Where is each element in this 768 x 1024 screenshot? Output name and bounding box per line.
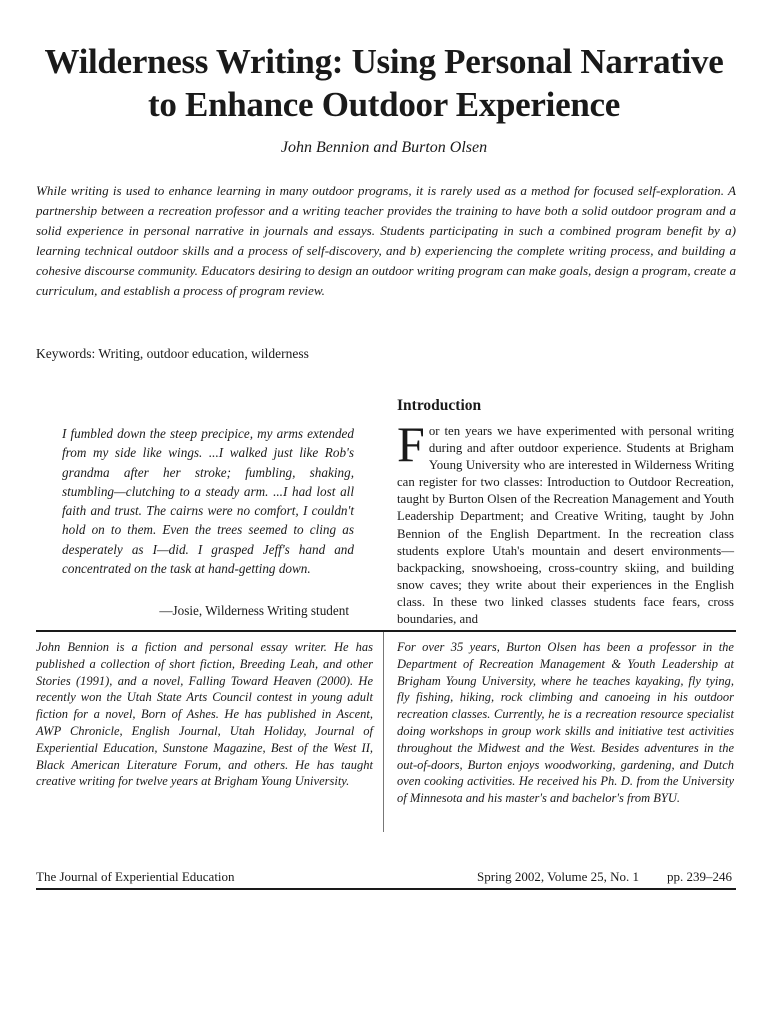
drop-cap: F [397, 416, 425, 472]
footer-rule [36, 888, 736, 890]
article-title: Wilderness Writing: Using Personal Narrative to Enhance Outdoor Experience [44, 42, 724, 124]
bio-bennion: John Bennion is a fiction and personal essay writer. He has published a collection of short fiction, Breeding Leah, and other Stories (1991), and a novel, Falling Toward Heaven (2000). He recently won the Utah State Arts Council contest in young adult fiction for a novel, Born of Ashes. He has published in Ascent, AWP Chronicle, English Journal, Utah Holiday, Journal of Experiential Education, Sunstone Magazine, Best of the West II, Black American Literature Forum, and others. He has taught creative writing for twelve years at Brigham Young University. [36, 640, 373, 789]
footer-pages: pp. 239–246 [667, 869, 732, 884]
article-authors: John Bennion and Burton Olsen [280, 139, 488, 156]
footer-issue-info [477, 869, 732, 885]
keywords: Keywords: Writing, outdoor education, wilderness [36, 346, 309, 361]
bio-column-divider [383, 632, 384, 832]
footer-issue: Spring 2002, Volume 25, No. 1 [476, 869, 639, 884]
epigraph-quote: I fumbled down the steep precipice, my arms extended from my side like wings. ...I walked just like Rob's grandma after her stroke; fumbling, shaking, stumbling—clutching to a steady arm. ...I had lost all faith and trust. The cairns were no comfort, I couldn't hold on to them. Even the trees seemed to cling as desperately as I—did. I grasped Jeff's hand and concentrated on the task at hand-getting down. [62, 426, 354, 577]
introduction-heading: Introduction [397, 397, 482, 414]
epigraph-attribution: —Josie, Wilderness Writing student [159, 603, 349, 618]
bio-divider-top [36, 630, 736, 632]
introduction-body [397, 416, 734, 628]
introduction-text: or ten years we have experimented with personal writing during and after outdoor experience. Students at Brigham Young University who are interested in Wilderness Writing can register for two classes: Introduction to Outdoor Recreation, taught by Burton Olsen of the Recreation Management and Youth Leadership Department; and Creative Writing, taught by John Bennion of the English Department. In the recreation class students explore Utah's mountain and desert environments—backpacking, snowshoeing, cross-country skiing, and building snow caves; they write about their experiences in the English class. In these two linked classes students face fears, cross boundaries, and [397, 424, 734, 627]
footer-journal-name: The Journal of Experiential Education [36, 869, 235, 884]
abstract: While writing is used to enhance learning in many outdoor programs, it is rarely used as a method for focused self-exploration. A partnership between a recreation professor and a writing teacher provides the training to have both a solid outdoor program and a solid experience in personal narrative in journals and essays. Students participating in such a combined program benefit by a) learning technical outdoor skills and a process of self-discovery, and b) experiencing the complete writing process, and building a cohesive discourse community. Educators desiring to design an outdoor writing program can make goals, design a program, create a curriculum, and establish a process of program review. [36, 183, 736, 298]
bio-olsen: For over 35 years, Burton Olsen has been a professor in the Department of Recreation Management & Youth Leadership at Brigham Young University, where he teaches kayaking, fly tying, fly fishing, hiking, rock climbing and canoeing in his outdoor recreation classes. Currently, he is a recreation resource specialist doing workshops in group work skills and initiative test activities throughout the Midwest and the West. Besides adventures in the out-of-doors, Burton enjoys woodworking, gardening, and Dutch oven cooking activities. He received his Ph. D. from the University of Minnesota and his master's and bachelor's from BYU. [397, 640, 734, 806]
